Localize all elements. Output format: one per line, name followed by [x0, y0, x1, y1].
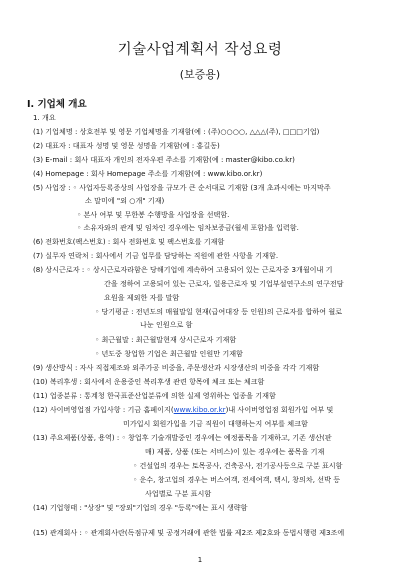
item-products-cont: 매) 제품, 상품 (또는 서비스)이 있는 경우에는 품목을 기재: [145, 447, 325, 456]
item-cyber: [33, 405, 333, 414]
item-worksite-hq: ◦ 본사 여부 및 무한봉 수행방을 사업장을 선택함.: [77, 210, 230, 219]
item-employees-cont2: 요원을 제외한 자를 말함: [104, 293, 180, 302]
item-cyber-cont: 미가입시 회원가입을 기금 직원이 대행하는지 여부를 체크함: [123, 419, 308, 428]
item-cyber-text-end: )내 사이버영업점 회원가입 여부 및: [225, 405, 334, 414]
item-employees-cont1: 간을 정하여 고용되어 있는 근로자, 일용근로자 및 기업부설연구소의 연구전담: [104, 279, 344, 288]
item-email: (3) E-mail : 회사 대표자 개인의 전자우편 주소를 기재함(예 : master@kibo.co.kr): [33, 155, 295, 164]
item-worksite-cont: 소 말미에 "외 ○개" 기재): [85, 196, 165, 205]
item-employees: (8) 상시근로자 : ◦ 상시근로자라함은 당해기업에 계속하여 고용되어 있는 근로자중 3개월이내 기: [33, 265, 333, 274]
item-affiliates: (15) 관계회사 : ◦ 관계회사란(독점규제 및 공정거래에 관한 법률 제2조 제2호와 동법시행령 제3조에: [33, 528, 345, 537]
item-industry: (11) 업종분류 : 통계청 한국표준산업분류에 의한 실제 영위하는 업종을 기재함: [33, 391, 276, 400]
item-homepage: (4) Homepage : 회사 Homepage 주소를 기재함(예 : www.kibo.or.kr): [33, 169, 263, 178]
item-employees-avg: ◦ 당기평균 : 전년도의 매월말일 현재(급여대장 등 인원)의 근로자를 합하여 월로: [95, 307, 343, 316]
document-title: 기술사업계획서 작성요령: [117, 42, 283, 58]
page-number: 1: [197, 556, 203, 564]
item-products-transport: ◦ 운수, 창고업의 경우는 버스여객, 전세여객, 택시, 창의차, 선박 등: [133, 475, 341, 484]
item-company-name: (1) 기업체명 : 상호전부 및 영문 기업체명을 기재함(예 : (주)○○○○, △△△(주), □□□기업): [33, 127, 320, 136]
item-cyber-text: (12) 사이버영업점 가입사항 : 기금 홈페이지(: [33, 405, 174, 414]
item-employees-new: ◦ 년도중 창업한 기업은 최근월말 인원만 기재함: [95, 349, 243, 358]
item-phone: (6) 전화번호(팩스번호) : 회사 전화번호 및 팩스번호를 기재함: [33, 237, 225, 246]
item-products: (13) 주요제품(상품, 용역) : ◦ 창업후 기술개발중인 경우에는 예정품목을 기재하고, 기존 생산(판: [33, 433, 332, 442]
item-products-transport-cont: 사업별로 구분 표시함: [145, 489, 212, 498]
subsection-heading: 1. 개요: [33, 113, 56, 122]
item-production: (9) 생산방식 : 자사 직접제조와 외주가공 비중을, 주문생산과 시장생산의 비중을 각각 기재함: [33, 363, 320, 372]
item-products-construction: ◦ 건설업의 경우는 토목공사, 건축공사, 전기공사등으로 구분 표시함: [133, 461, 343, 470]
item-company-type: (14) 기업형태 : "상장" 및 "장외"기업의 경우 "등록"에는 표시 생략함: [33, 503, 248, 512]
item-ceo: (2) 대표자 : 대표자 성명 및 영문 성명을 기재함(예 : 홍길동): [33, 141, 220, 150]
kibo-homepage-link[interactable]: www.kibo.or.kr: [173, 405, 226, 414]
item-welfare: (10) 복리후생 : 회사에서 운용중인 복리후생 관련 항목에 체크 또는 체크함: [33, 377, 265, 386]
document-subtitle: (보증용): [179, 68, 221, 81]
section-heading: Ⅰ. 기업체 개요: [27, 99, 87, 110]
item-worksite-owner: ◦ 소유자와의 관계 및 임차인 경우에는 임차보증금(월세 포함)을 입력함.: [77, 223, 299, 232]
item-contact: (7) 실무자 연락처 : 회사에서 기금 업무를 담당하는 직원에 관한 사항을 기재함.: [33, 251, 279, 260]
item-employees-recent: ◦ 최근월말 : 최근월말현재 상시근로자 기재함: [95, 335, 237, 344]
item-employees-avg-cont: 나눈 인원으로 함: [140, 320, 193, 329]
item-worksite: (5) 사업장 : ◦ 사업자등록증상의 사업장을 규모가 큰 순서대로 기재함 (3개 초과시에는 마지막주: [33, 183, 331, 192]
